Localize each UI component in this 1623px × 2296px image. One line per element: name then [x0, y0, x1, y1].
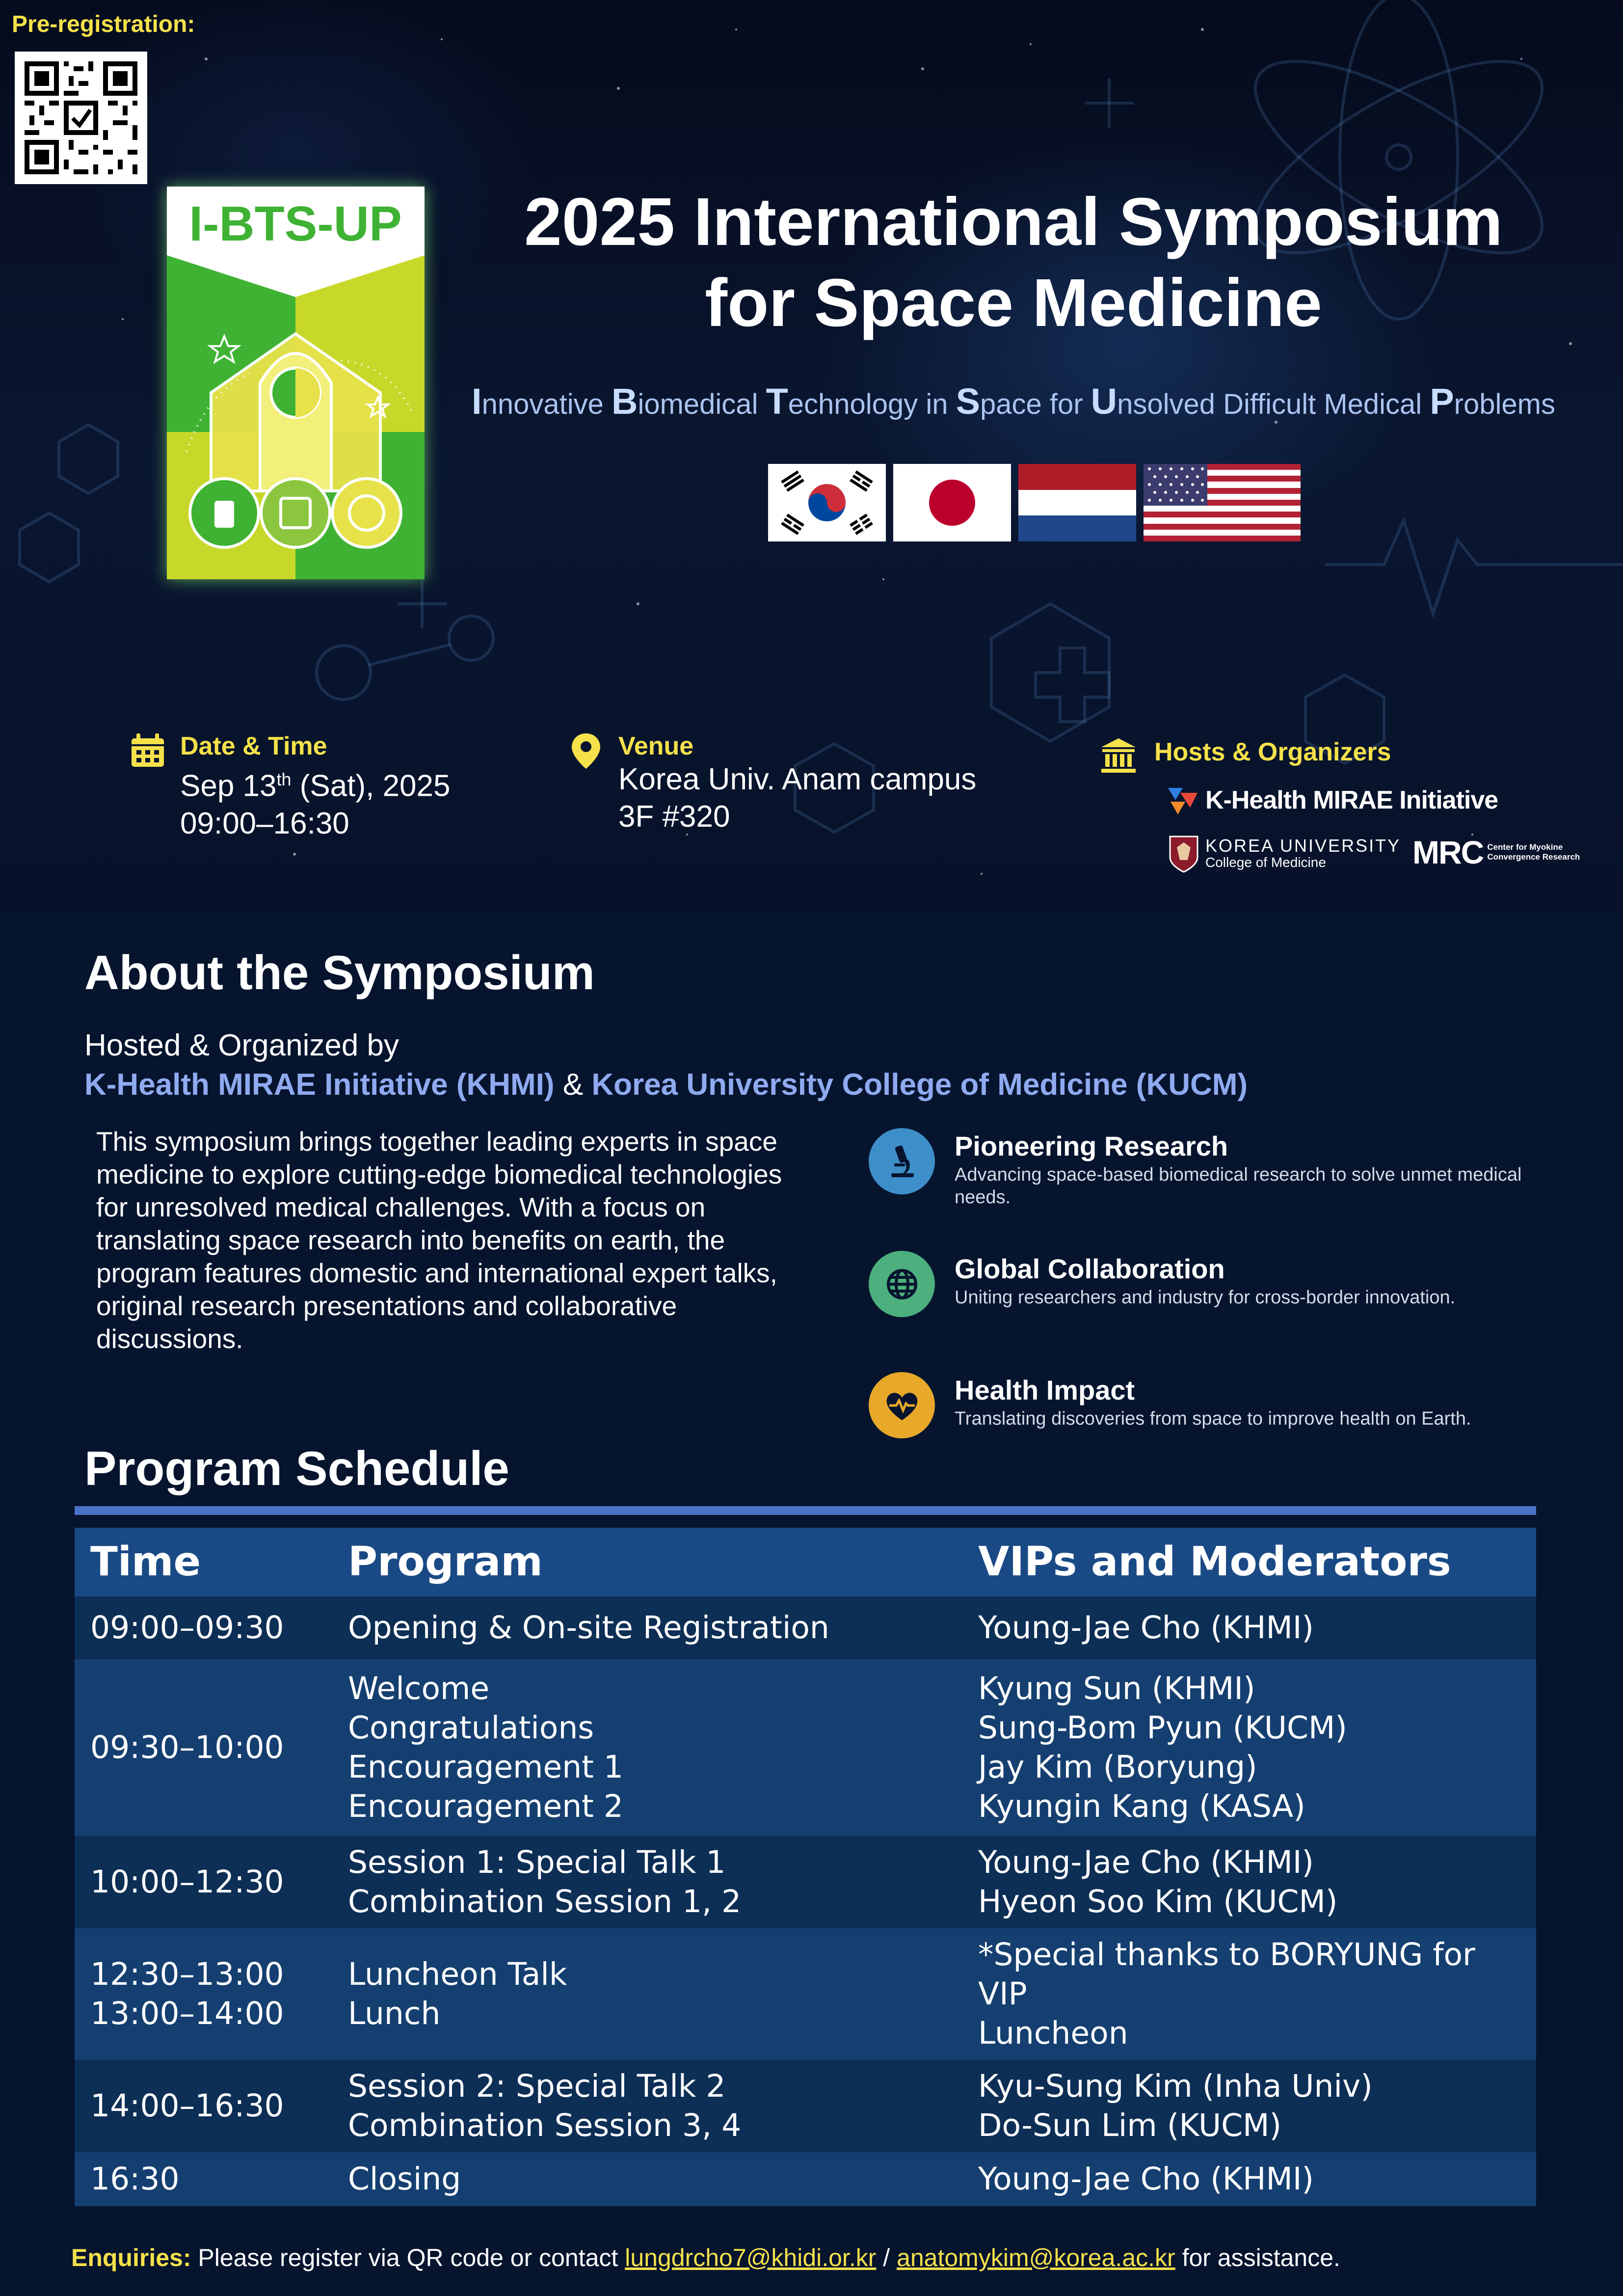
- date-time-label: Date & Time: [180, 732, 327, 760]
- cell-time: [75, 1928, 332, 2060]
- tagline-cap: U: [1091, 381, 1117, 422]
- usa-flag: [1144, 464, 1301, 541]
- khmi-mark-icon: [1163, 783, 1202, 817]
- tagline: [442, 380, 1585, 422]
- cell-time: [75, 2060, 332, 2152]
- ibtsup-logo-text: I-BTS-UP: [189, 196, 402, 251]
- time-line: 09:00–09:30: [90, 1610, 284, 1646]
- cell-program: [332, 2152, 962, 2206]
- event-time: 09:00–16:30: [180, 806, 349, 840]
- hosts-block: [1099, 736, 1590, 884]
- tagline-cap: T: [766, 381, 788, 422]
- program-line: Closing: [348, 2161, 461, 2197]
- tagline-cap: S: [956, 381, 980, 422]
- vip-line: Kyung Sun (KHMI): [978, 1671, 1255, 1706]
- cell-vips: [962, 1659, 1536, 1836]
- feature-description: Uniting researchers and industry for cross-border innovation.: [955, 1287, 1456, 1308]
- program-line: Encouragement 1: [348, 1749, 623, 1785]
- hero-banner: [0, 0, 1623, 913]
- program-line: Session 1: Special Talk 1: [348, 1844, 726, 1880]
- time-line: 13:00–14:00: [90, 1996, 284, 2031]
- table-row: [75, 2060, 1536, 2152]
- tagline-word: echnology in: [788, 388, 956, 420]
- enquiries-label: Enquiries:: [71, 2244, 191, 2271]
- tagline-word: iomedical: [638, 388, 766, 420]
- enquiries-text: Please register via QR code or contact: [191, 2244, 625, 2271]
- program-line: Combination Session 3, 4: [348, 2107, 742, 2143]
- feature-title: Pioneering Research: [955, 1131, 1228, 1162]
- tagline-cap: I: [472, 381, 482, 422]
- tagline-word: roblems: [1454, 388, 1555, 420]
- cell-time: [75, 1596, 332, 1659]
- program-line: Lunch: [348, 1996, 441, 2031]
- email-link-korea[interactable]: anatomykim@korea.ac.kr: [897, 2244, 1175, 2271]
- hosted-by-label: Hosted & Organized by: [84, 1028, 399, 1062]
- korea-university-college: College of Medicine: [1205, 855, 1326, 870]
- cell-program: [332, 1928, 962, 2060]
- korea-university-logo: [1168, 835, 1401, 874]
- cell-program: [332, 1836, 962, 1928]
- feature-description: Advancing space-based biomedical research to solve unmet medical needs.: [955, 1164, 1522, 1208]
- cell-vips: [962, 2060, 1536, 2152]
- cell-time: [75, 1836, 332, 1928]
- feature-title: Health Impact: [955, 1375, 1135, 1405]
- about-paragraph: This symposium brings together leading experts in space medicine to explore cutting-edge biomedical technologies for unresolved medical challenges. With a focus on translating space research into benefits on earth, the program features domestic and international expert talks, original research presentations and collaborative discussions.: [96, 1126, 782, 1354]
- cell-vips: [962, 2152, 1536, 2206]
- cell-time: [75, 1659, 332, 1836]
- vip-line: Do-Sun Lim (KUCM): [978, 2107, 1282, 2143]
- tagline-cap: B: [612, 381, 638, 422]
- mrc-logo: [1412, 834, 1580, 871]
- mrc-logo-text: MRC: [1412, 834, 1484, 870]
- cell-vips: [962, 1928, 1536, 2060]
- registration-qr-code[interactable]: [15, 52, 147, 184]
- time-line: 10:00–12:30: [90, 1864, 284, 1900]
- vip-line: *Special thanks to BORYUNG for VIP: [978, 1937, 1475, 2012]
- vip-line: Young-Jae Cho (KHMI): [978, 2161, 1314, 2197]
- pre-registration-label: Pre-registration:: [12, 11, 195, 37]
- enquiries: [71, 2243, 1340, 2272]
- location-pin-icon: [567, 731, 605, 770]
- time-line: 16:30: [90, 2161, 180, 2197]
- program-schedule-title: Program Schedule: [84, 1441, 509, 1495]
- mrc-subtitle-2: Convergence Research: [1487, 852, 1580, 862]
- cell-time: [75, 2152, 332, 2206]
- venue-line-1: Korea Univ. Anam campus: [618, 762, 977, 796]
- vip-line: Kyu-Sung Kim (Inha Univ): [978, 2068, 1373, 2104]
- table-row: [75, 1659, 1536, 1836]
- vip-line: Jay Kim (Boryung): [978, 1749, 1257, 1785]
- hosted-by: [84, 1026, 1248, 1105]
- program-line: Combination Session 1, 2: [348, 1884, 742, 1919]
- about-title: About the Symposium: [84, 945, 595, 999]
- ibtsup-logo: [167, 187, 425, 579]
- khmi-logo: [1163, 783, 1498, 817]
- tagline-cap: P: [1430, 381, 1454, 422]
- org-khmi: K-Health MIRAE Initiative (KHMI): [84, 1068, 555, 1102]
- date-main: Sep 13: [180, 769, 277, 803]
- email-separator: /: [876, 2244, 897, 2271]
- qr-pattern: [15, 52, 147, 184]
- schedule-divider: [75, 1506, 1536, 1515]
- title-line-2: for Space Medicine: [705, 265, 1322, 341]
- time-line: 14:00–16:30: [90, 2088, 284, 2124]
- cell-vips: [962, 1836, 1536, 1928]
- vip-line: Young-Jae Cho (KHMI): [978, 1610, 1314, 1646]
- tagline-word: nnovative: [481, 388, 612, 420]
- event-date: [180, 761, 524, 805]
- table-row: [75, 2152, 1536, 2206]
- date-ordinal: th: [276, 769, 292, 789]
- microscope-icon: [869, 1128, 935, 1194]
- institution-icon: [1099, 736, 1138, 775]
- cell-program: [332, 1659, 962, 1836]
- khmi-logo-text: K-Health MIRAE Initiative: [1205, 786, 1498, 814]
- netherlands-flag: [1018, 464, 1136, 541]
- south-korea-flag: [768, 464, 886, 541]
- time-line: 09:30–10:00: [90, 1729, 284, 1765]
- email-link-khidi[interactable]: lungdrcho7@khidi.or.kr: [625, 2244, 877, 2271]
- program-line: Luncheon Talk: [348, 1956, 567, 1992]
- table-row: [75, 1596, 1536, 1659]
- org-separator: &: [554, 1068, 592, 1102]
- program-line: Congratulations: [348, 1710, 594, 1746]
- table-header-row: [75, 1528, 1536, 1596]
- table-row: [75, 1928, 1536, 2060]
- heart-pulse-icon: [869, 1372, 935, 1438]
- date-rest: (Sat), 2025: [291, 769, 451, 803]
- org-kucm: Korea University College of Medicine (KUCM): [591, 1068, 1248, 1102]
- korea-university-name: KOREA UNIVERSITY: [1205, 836, 1401, 856]
- vip-line: Hyeon Soo Kim (KUCM): [978, 1884, 1338, 1919]
- program-line: Welcome: [348, 1671, 490, 1706]
- korea-university-crest-icon: [1168, 835, 1199, 874]
- country-flags: [768, 464, 1301, 541]
- program-line: Encouragement 2: [348, 1788, 623, 1824]
- program-line: Opening & On-site Registration: [348, 1610, 829, 1646]
- tagline-word: pace for: [980, 388, 1091, 420]
- mrc-subtitle-1: Center for Myokine: [1487, 842, 1563, 852]
- table-row: [75, 1836, 1536, 1928]
- enquiries-text-end: for assistance.: [1175, 2244, 1340, 2271]
- feature-description: Translating discoveries from space to improve health on Earth.: [955, 1408, 1471, 1429]
- japan-flag: [893, 464, 1011, 541]
- vip-line: Kyungin Kang (KASA): [978, 1788, 1305, 1824]
- program-line: Session 2: Special Talk 2: [348, 2068, 726, 2104]
- schedule-table: [75, 1528, 1536, 2206]
- cell-program: [332, 1596, 962, 1659]
- vip-line: Luncheon: [978, 2015, 1128, 2051]
- header-vips: VIPs and Moderators: [962, 1528, 1536, 1596]
- venue-label: Venue: [618, 732, 694, 760]
- title-line-1: 2025 International Symposium: [524, 184, 1503, 260]
- header-program: Program: [332, 1528, 962, 1596]
- globe-icon: [869, 1251, 935, 1317]
- hosts-label: Hosts & Organizers: [1154, 738, 1391, 766]
- vip-line: Young-Jae Cho (KHMI): [978, 1844, 1314, 1880]
- calendar-icon: [129, 731, 167, 770]
- feature-title: Global Collaboration: [955, 1253, 1225, 1284]
- cell-vips: [962, 1596, 1536, 1659]
- tagline-word: nsolved Difficult Medical: [1117, 388, 1430, 420]
- symposium-title: [442, 182, 1585, 344]
- cell-program: [332, 2060, 962, 2152]
- ibtsup-logo-art: [167, 187, 425, 579]
- venue-line-2: 3F #320: [618, 800, 730, 834]
- header-time: Time: [75, 1528, 332, 1596]
- time-line: 12:30–13:00: [90, 1956, 284, 1992]
- vip-line: Sung-Bom Pyun (KUCM): [978, 1710, 1347, 1746]
